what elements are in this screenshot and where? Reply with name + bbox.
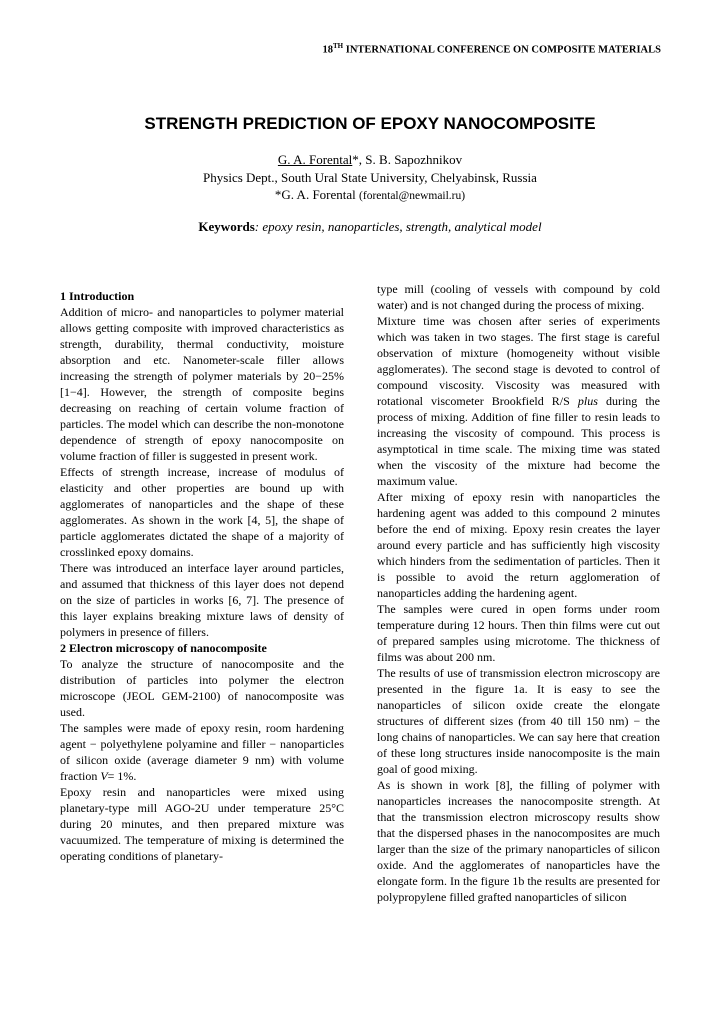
keywords-label: Keywords (198, 219, 255, 234)
conference-number: 18 (322, 44, 333, 56)
first-author: G. A. Forental (277, 152, 353, 167)
left-column (60, 288, 344, 864)
author-list (0, 152, 720, 168)
conference-name: INTERNATIONAL CONFERENCE ON COMPOSITE MATERIALS (343, 44, 661, 56)
paragraph: As is shown in work [8], the filling of polymer with nanoparticles increases the nanocomposite strength. At that the transmission electron microscopy results show that the dispersed phases in the nanocomposites are much larger than the size of the primary nanoparticles of silicon oxide. And the agglomerates of nanoparticles have the elongate form. In the figure 1b the results are presented for polypropylene filled grafted nanoparticles of silicon (377, 778, 660, 904)
paragraph: To analyze the structure of nanocomposite and the distribution of particles into polymer the electron microscope (JEOL GEM-2100) of nanocomposite was used. (60, 657, 344, 719)
paragraph (60, 720, 344, 784)
keywords-value: : epoxy resin, nanoparticles, strength, analytical model (254, 219, 542, 234)
paragraph-text: = 1%. (107, 769, 137, 783)
keywords (0, 219, 720, 235)
paragraph: Epoxy resin and nanoparticles were mixed using planetary-type mill AGO-2U under temperature 25°C during 20 minutes, and then prepared mixture was vacuumized. The temperature of mixing is determined the operating conditions of planetary- (60, 785, 344, 863)
affiliation: Physics Dept., South Ural State University, Chelyabinsk, Russia (203, 170, 537, 185)
italic-plus: plus (577, 394, 598, 408)
right-column (377, 281, 660, 905)
variable-v: V (100, 769, 108, 783)
paragraph: After mixing of epoxy resin with nanoparticles the hardening agent was added to this compound 2 minutes before the end of mixing. Epoxy resin creates the layer around every particle and has sufficiently high viscosity which hinders from the sedimentation of particles. Then it is possible to avoid the return agglomeration of nanoparticles adding the hardening agent. (377, 490, 660, 600)
other-authors: *, S. B. Sapozhnikov (352, 152, 463, 167)
paragraph: Effects of strength increase, increase of modulus of elasticity and other properties are bound up with agglomerates of nanoparticles and the shape of these agglomerates. As shown in the work [4, 5], the shape of particle agglomerates dictated the shape of a majority of crosslinked epoxy domains. (60, 465, 344, 559)
paper-title: STRENGTH PREDICTION OF EPOXY NANOCOMPOSITE (144, 114, 596, 133)
paragraph: The samples were cured in open forms under room temperature during 12 hours. Then thin films were cut out of prepared samples using microtome. The thickness of films was about 200 nm. (377, 602, 660, 664)
ordinal-suffix: TH (333, 42, 344, 50)
paragraph: There was introduced an interface layer around particles, and assumed that thickness of this layer does not depend on the size of particles in works [6, 7]. The presence of this layer explains breaking mixture laws of density of polymers in presence of fillers. (60, 561, 344, 639)
paragraph: The results of use of transmission electron microscopy are presented in the figure 1a. It is easy to see the nanoparticles of silicon oxide create the elongate structures of different sizes (from 40 till 150 nm) − the long chains of nanoparticles. We can say here that creation of these long structures inside nanocomposite is the main goal of good mixing. (377, 666, 660, 776)
paragraph (377, 313, 660, 489)
paragraph: Addition of micro- and nanoparticles to polymer material allows getting composite with improved characteristics as strength, durability, thermal conductivity, moisture absorption and etc. Nanometer-scale filler allows increasing the strength of polymer materials by 20−25% [1−4]. However, the strength of composite begins decreasing on reaching of certain volume fraction of particles. The model which can describe the non-monotone dependence of strength of epoxy nanocomposite on volume fraction of filler is suggested in present work. (60, 305, 344, 463)
paragraph-text: during the process of mixing. Addition of fine filler to resin leads to increasing the viscosity of compound. This process is asymptotical in time scale. The mixing time was stated when the viscosity of the mixture had become the maximum value. (377, 394, 660, 488)
paragraph-text: Mixture time was chosen after series of experiments which was taken in two stages. The first stage is careful observation of mixture (homogeneity without visible agglomerates). The second stage is devoted to control of compound viscosity. Viscosity was measured with rotational viscometer Brookfield R/S (377, 314, 660, 408)
corresponding-author (0, 187, 720, 203)
paragraph: type mill (cooling of vessels with compound by cold water) and is not changed during the process of mixing. (377, 282, 660, 312)
section-heading-introduction: 1 Introduction (60, 289, 135, 303)
corresponding-email: (forental@newmail.ru) (359, 190, 466, 202)
section-heading-microscopy: 2 Electron microscopy of nanocomposite (60, 641, 267, 655)
paragraph-text: The samples were made of epoxy resin, room hardening agent − polyethylene polyamine and filler − nanoparticles of silicon oxide (average diameter 9 nm) with volume fraction (60, 721, 344, 783)
corresponding-name: *G. A. Forental (274, 187, 360, 202)
